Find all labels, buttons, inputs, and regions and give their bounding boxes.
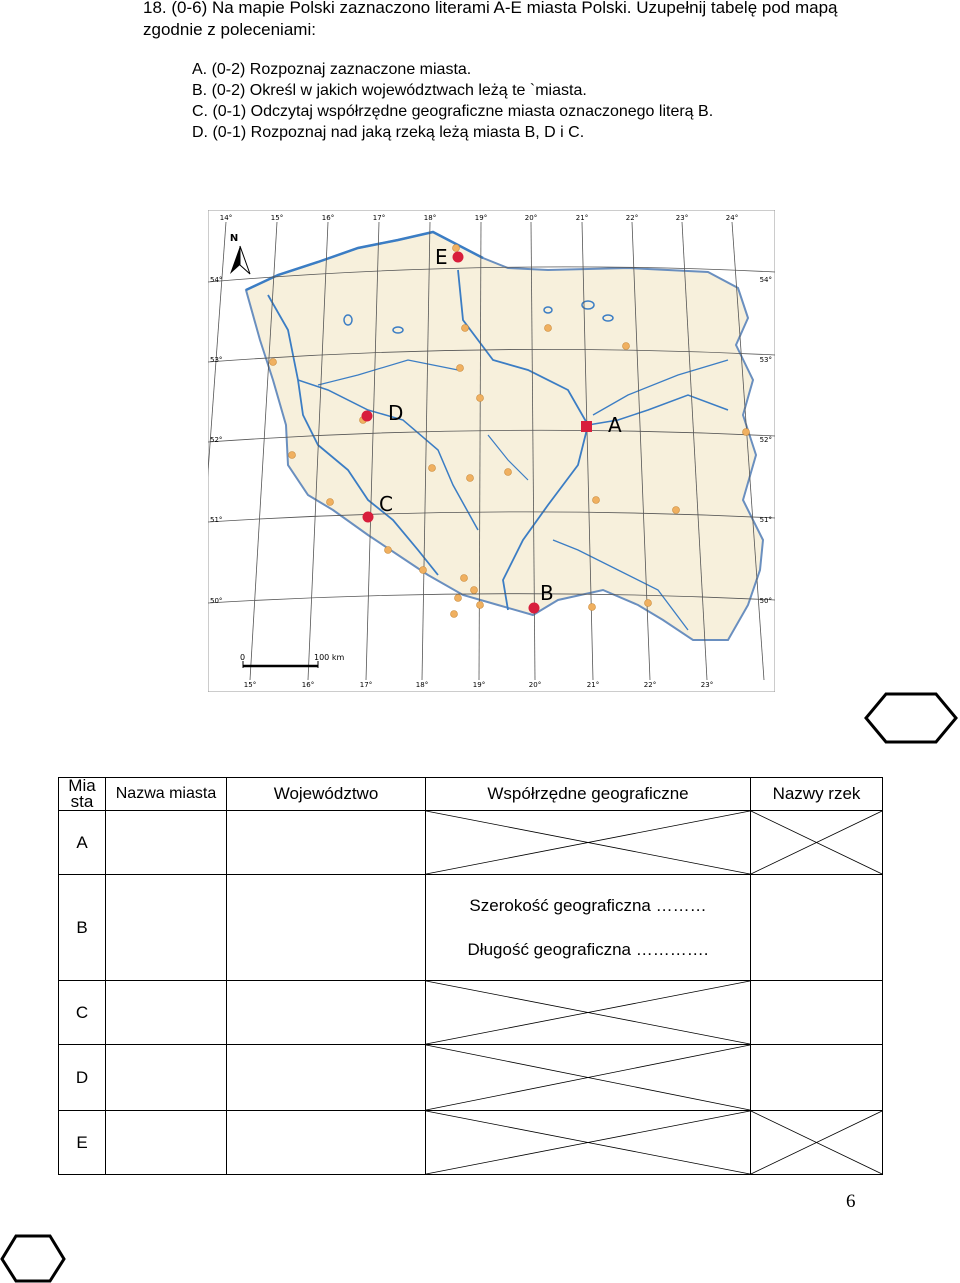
crossed-out-cell: [751, 1111, 883, 1175]
city-b-marker: [529, 603, 540, 614]
lon-label: 14°: [219, 214, 233, 222]
city-name-cell[interactable]: [106, 981, 227, 1045]
city-name-cell[interactable]: [106, 1111, 227, 1175]
lon-label: 15°: [270, 214, 284, 222]
crossed-out-cell: [426, 1045, 751, 1111]
table-header-row: [59, 778, 883, 811]
voivodeship-cell[interactable]: [227, 1111, 426, 1175]
crossed-out-cell: [751, 811, 883, 875]
table-row: [59, 811, 883, 875]
instruction-d: D. (0-1) Rozpoznaj nad jaką rzeką leżą miasta B, D i C.: [192, 124, 585, 141]
lat-label: 53°: [759, 356, 772, 364]
header-cities: Mia sta: [59, 778, 106, 811]
city-name-cell[interactable]: [106, 1045, 227, 1111]
row-letter: C: [59, 981, 106, 1045]
city-name-cell[interactable]: [106, 875, 227, 981]
table-row: [59, 1045, 883, 1111]
score-hexagon-icon: [864, 692, 958, 744]
rivers-cell[interactable]: [751, 981, 883, 1045]
voivodeship-cell[interactable]: [227, 981, 426, 1045]
lon-label: 20°: [528, 681, 542, 689]
lon-label: 18°: [423, 214, 437, 222]
row-letter: A: [59, 811, 106, 875]
lon-label: 24°: [725, 214, 739, 222]
row-letter: B: [59, 875, 106, 981]
city-e-marker: [453, 252, 464, 263]
lat-label: 50°: [210, 597, 223, 605]
answer-table: [58, 777, 883, 1175]
city-c-label: C: [379, 492, 393, 516]
rivers-cell[interactable]: [751, 1045, 883, 1111]
lat-label: 54°: [210, 276, 223, 284]
header-city-name: Nazwa miasta: [106, 778, 227, 811]
lat-label: 51°: [759, 516, 772, 524]
city-d-marker: [362, 411, 373, 422]
row-letter: E: [59, 1111, 106, 1175]
crossed-out-cell: [426, 1111, 751, 1175]
lon-label: 19°: [472, 681, 486, 689]
coordinates-cell[interactable]: [426, 875, 751, 981]
lon-label: 23°: [700, 681, 714, 689]
lat-label: 54°: [759, 276, 772, 284]
voivodeship-cell[interactable]: [227, 875, 426, 981]
page-number: 6: [846, 1191, 856, 1212]
lat-label: 52°: [759, 436, 772, 444]
lon-label: 21°: [575, 214, 589, 222]
city-c-marker: [363, 512, 374, 523]
scale-end-label: 100 km: [314, 653, 345, 662]
instruction-b: B. (0-2) Określ w jakich województwach leżą te `miasta.: [192, 82, 587, 99]
instruction-c: C. (0-1) Odczytaj współrzędne geograficzne miasta oznaczonego literą B.: [192, 103, 714, 120]
rivers-cell[interactable]: [751, 875, 883, 981]
lat-label: 51°: [210, 516, 223, 524]
bottom-longitude-labels: [244, 681, 713, 689]
lon-label: 16°: [321, 214, 335, 222]
lon-label: 17°: [372, 214, 386, 222]
city-a-label: A: [608, 413, 622, 437]
task-title: 18. (0-6) Na mapie Polski zaznaczono literami A-E miasta Polski. Uzupełnij tabelę pod mapą zgodnie z poleceniami:: [143, 0, 838, 39]
table-row: [59, 875, 883, 981]
lon-label: 18°: [415, 681, 429, 689]
city-e-label: E: [435, 245, 448, 269]
longitude-line: Długość geograficzna ………….: [467, 939, 709, 959]
lat-label: 52°: [210, 436, 223, 444]
header-rivers: Nazwy rzek: [751, 778, 883, 811]
scale-start-label: 0: [240, 653, 246, 662]
city-d-label: D: [388, 401, 404, 425]
row-letter: D: [59, 1045, 106, 1111]
city-a-marker: [581, 421, 592, 432]
latitude-line: Szerokość geograficzna ………: [469, 895, 707, 915]
crossed-out-cell: [426, 981, 751, 1045]
header-voivodeship: Województwo: [227, 778, 426, 811]
task-instructions: [192, 59, 713, 143]
city-b-label: B: [540, 581, 554, 605]
lon-label: 17°: [359, 681, 373, 689]
voivodeship-cell[interactable]: [227, 811, 426, 875]
code-hexagon-icon: [0, 1234, 66, 1283]
lon-label: 22°: [643, 681, 657, 689]
lat-label: 50°: [759, 597, 772, 605]
lon-label: 23°: [675, 214, 689, 222]
north-label: N: [229, 233, 239, 244]
lon-label: 15°: [243, 681, 257, 689]
header-coordinates: Współrzędne geograficzne: [426, 778, 751, 811]
lon-label: 22°: [625, 214, 639, 222]
crossed-out-cell: [426, 811, 751, 875]
city-name-cell[interactable]: [106, 811, 227, 875]
voivodeship-cell[interactable]: [227, 1045, 426, 1111]
poland-map: [208, 210, 775, 692]
lat-label: 53°: [210, 356, 223, 364]
lon-label: 21°: [586, 681, 600, 689]
table-row: [59, 981, 883, 1045]
lon-label: 16°: [301, 681, 315, 689]
lon-label: 19°: [474, 214, 488, 222]
lon-label: 20°: [524, 214, 538, 222]
table-row: [59, 1111, 883, 1175]
instruction-a: A. (0-2) Rozpoznaj zaznaczone miasta.: [192, 61, 472, 78]
